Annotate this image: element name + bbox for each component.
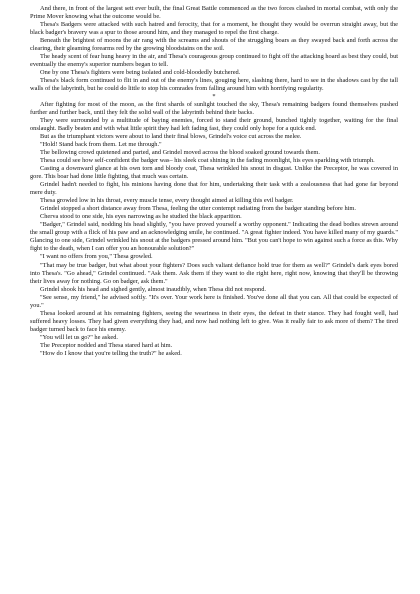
paragraph: Beneath the brightest of moons the air rang with the screams and shouts of the struggling boars as they swayed back and forth across the clearing, their gleaming forearms red by the growing bloodstains on the soil.	[30, 37, 398, 53]
paragraph: One by one Thesa's fighters were being isolated and cold-bloodedly butchered.	[40, 69, 241, 77]
paragraph: Thesa looked around at his remaining fighters, seeing the weariness in their eyes, the defeat in their stance. They had fought well, had suffered heavy losses. They had given everything they had, and now had nothing left to give. Was it really fair to ask more of them? The tired badger turned back to face his enemy.	[30, 309, 398, 333]
paragraph: They were surrounded by a multitude of baying enemies, forced to stand their ground, bunched tightly together, waiting for the final onslaught. Badly beaten and with what little spirit they had left fading fast, they could only hope for a quick end.	[30, 117, 398, 133]
paragraph: Grindel shook his head and sighed gently, almost inaudibly, when Thesa did not respond.	[40, 285, 266, 293]
paragraph: Thesa's black form continued to flit in and out of the enemy's lines, gouging here, slashing there, hard to see in the shadows cast by the tall walls of the labyrinth, but he could do little to stop his comrades from falling around him with horrifying regularity.	[30, 77, 398, 93]
paragraph: "You will let us go?" he asked.	[40, 333, 119, 341]
body-text-part-two	[30, 101, 398, 358]
paragraph: The Preceptor nodded and Thesa stared hard at him.	[40, 341, 173, 349]
paragraph: Thesa could see how self-confident the badger was– his sleek coat shining in the fading moonlight, his eyes sparkling with triumph.	[40, 157, 375, 165]
paragraph: The bellowing crowd quietened and parted, and Grindel moved across the blood soaked ground towards them.	[40, 149, 320, 157]
paragraph: "How do I know that you're telling the truth?" he asked.	[40, 349, 182, 357]
paragraph: "See sense, my friend," he advised softly. "It's over. Your work here is finished. You've done all that you can. All that could be expected of you."	[30, 293, 398, 309]
paragraph: "That may be true badger, but what about your fighters? Does such valiant defiance hold true for them as well?" Grindel's dark eyes bored into Thesa's. "Go ahead," Grindel continued. "Ask them. Ask them if they want to die right here, right now, knowing that they'll be throwing their lives away for nothing. Go on badger, ask them."	[30, 261, 398, 285]
body-text-part-one	[30, 5, 398, 93]
paragraph: Thesa's Badgers were attacked with such hatred and ferocity, that for a moment, he thought they would be overrun straight away, but the black badger's bravery was a spur to those around him, and they managed to repel the first charge.	[30, 21, 398, 37]
paragraph: "Badger," Grindel said, nodding his head slightly, "you have proved yourself a worthy opponent." Indicating the dead bodies strewn around the small group with a flick of his paw and an acknowledging smile, he continued. "A great fighter indeed. You have killed many of my guards." Glancing to one side, Grindel wrinkled his snout at the badgers pressed around him. "But you can't hope to win against such a force as this. Why fight to the death, when I can offer you an honourable solution?"	[30, 221, 398, 253]
paragraph: Grindel hadn't needed to fight, his minions having done that for him, undertaking their task with a zealousness that had gone far beyond mere duty.	[30, 181, 398, 197]
paragraph: Cherva stood to one side, his eyes narrowing as he studied the black apparition.	[40, 213, 242, 221]
paragraph: Grindel stopped a short distance away from Thesa, feeling the utter contempt radiating from the badger standing before him.	[40, 205, 356, 213]
paragraph: "I want no offers from you," Thesa growled.	[40, 253, 153, 261]
paragraph: And there, in front of the largest sett ever built, the final Great Battle commenced as the two forces clashed in mortal combat, with only the Prime Mover knowing what the outcome would be.	[30, 5, 398, 21]
paragraph: Thesa growled low in his throat, every muscle tense, every thought aimed at killing this evil badger.	[40, 197, 294, 205]
paragraph: After fighting for most of the moon, as the first shards of sunlight touched the sky, Thesa's remaining badgers found themselves pushed further and further back, until they felt the solid wall of the labyrinth behind their backs.	[30, 101, 398, 117]
paragraph: The heady scent of fear hung heavy in the air, and Thesa's courageous group continued to fight off the attacking hoard as best they could, but eventually the enemy's superior numbers began to tell.	[30, 53, 398, 69]
paragraph: "Hold! Stand back from them. Let me through."	[40, 141, 162, 149]
section-separator: *	[212, 93, 216, 101]
paragraph: Casting a downward glance at his own torn and bloody coat, Thesa wrinkled his snout in disgust. Unlike the Preceptor, he was covered in gore. This boar had done little fighting, that much was certain.	[30, 165, 398, 181]
paragraph: But as the triumphant victors were about to land their final blows, Grindel's voice cut across the melee.	[40, 133, 302, 141]
